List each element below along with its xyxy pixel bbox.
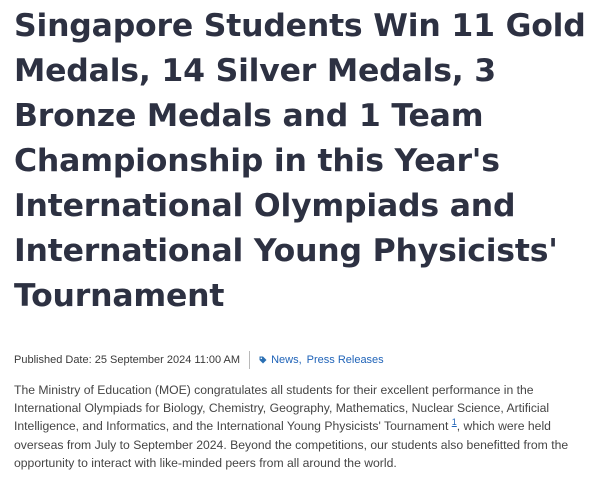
article [14, 0, 589, 472]
article-intro-part1: The Ministry of Education (MOE) congratulates all students for their excellent performance in the International Olympiads for Biology, Chemistry, Geography, Mathematics, Nuclear Science, Artificial Intelligence, and Informatics, and the International Young Physicists' Tournament [14, 383, 550, 434]
published-date: Published Date: 25 September 2024 11:00 AM [14, 354, 241, 366]
category-link-news[interactable]: News [271, 354, 299, 366]
article-intro-part2: , which were held overseas from July to September 2024. Beyond the competitions, our students also benefitted from the opportunity to interact with like-minded peers from all around the world. [14, 419, 569, 470]
category-separator: , [298, 354, 302, 366]
tag-icon [259, 356, 267, 364]
article-intro [14, 381, 589, 472]
article-meta [14, 351, 589, 369]
article-title: Singapore Students Win 11 Gold Medals, 14 Silver Medals, 3 Bronze Medals and 1 Team Championship in this Year's International Olympiads and International Young Physicists' Tournament [14, 8, 586, 314]
meta-divider [249, 351, 250, 369]
footnote-link[interactable]: 1 [451, 417, 457, 428]
category-link-press-releases[interactable]: Press Releases [306, 354, 384, 366]
